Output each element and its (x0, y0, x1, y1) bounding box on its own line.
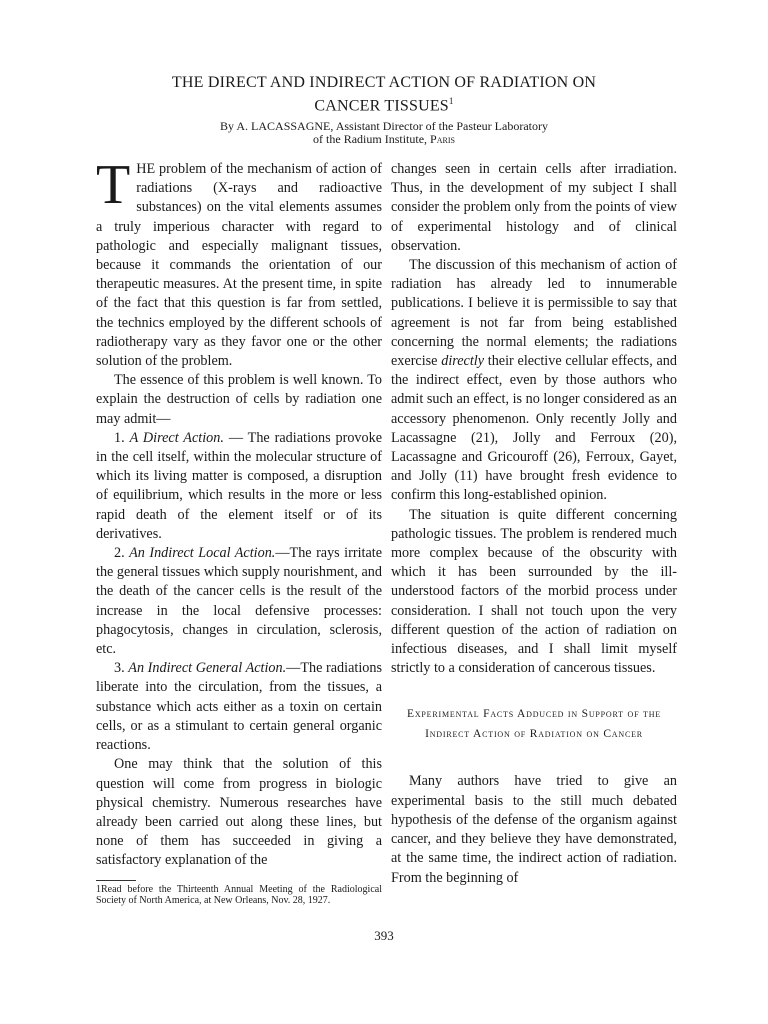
footnote: 1Read before the Thirteenth Annual Meeting of the Radiological Society of North America, at New Orleans, Nov. 28, 1927. (96, 884, 382, 906)
byline-line-1: By A. LACASSAGNE, Assistant Director of the Pasteur Laboratory (220, 119, 548, 133)
page-number: 393 (374, 928, 394, 943)
byline-city: Paris (430, 132, 455, 146)
section-heading: Experimental Facts Adduced in Support of the Indirect Action of Radiation on Cancer (407, 708, 661, 741)
list-item-direct-action: 1. A Direct Action. — The radiations provoke in the cell itself, within the molecular structure of which its living matter is composed, a disruption of equilibrium, which results in the more or less rapid death of the element itself or of its derivatives. (96, 429, 383, 542)
title-line-2: CANCER TISSUES$^1$ (314, 96, 454, 115)
list-item-indirect-general-action: 3. An Indirect General Action.—The radiations liberate into the circulation, from the tissues, a substance which acts either as a toxin on certain cells, or as a stimulant to certain general organic reactions. (96, 660, 382, 754)
paragraph: The essence of this problem is well known. To explain the destruction of cells by radiation one may admit— (96, 372, 382, 427)
right-column (391, 160, 677, 888)
author-byline (0, 120, 768, 146)
title-line-1: THE DIRECT AND INDIRECT ACTION OF RADIATION ON (171, 74, 597, 91)
drop-cap: T (96, 154, 131, 216)
item-title: An Indirect Local Action. (129, 545, 276, 562)
item-title: An Indirect General Action. (128, 660, 287, 677)
paragraph-continued: changes seen in certain cells after irradiation. Thus, in the development of my subject I shall consider the problem only from the points of view of experimental histology and of clinical observation. (391, 161, 677, 254)
paragraph: The discussion of this mechanism of action of radiation has already led to innumerable publications. I believe it is permissible to say that agreement is not far from being established concerning the normal elements; the radiations exercise directly their elective cellular effects, and the indirect effect, even by those authors who admit such an effect, is no longer considered as an accessory phenomenon. Only recently Jolly and Lacassagne (21), Jolly and Ferroux (20), Lacassagne and Gricouroff (26), Ferroux, Gayet, and Jolly (11) have brought fresh evidence to confirm this long-established opinion. (391, 257, 677, 504)
footnote-rule (96, 880, 136, 881)
left-column (96, 154, 383, 871)
byline-line-2: of the Radium Institute, Paris (313, 132, 455, 146)
article-title (0, 74, 768, 115)
paragraph: The situation is quite different concerning pathologic tissues. The problem is rendered much more complex because of the obscurity with which it has been surrounded by the ill-understood factors of the morbid process under consideration. I shall not touch upon the very different question of the action of radiation on infectious diseases, and I shall limit myself strictly to a consideration of cancerous tissues. (391, 506, 677, 677)
item-title: A Direct Action. (129, 429, 224, 446)
paragraph: Many authors have tried to give an experimental basis to the still much debated hypothesis of the defense of the organism against cancer, and they believe they have demonstrated, at the same time, the indirect action of radiation. From the beginning of (391, 773, 677, 886)
list-item-indirect-local-action: 2. An Indirect Local Action.—The rays irritate the general tissues which supply nourishment, and the death of the cancer cells is the result of the increase in the local defensive processes: phagocytosis, changes in circulation, sclerosis, etc. (96, 545, 382, 658)
footnote-mark: 1 (448, 96, 454, 106)
intro-paragraph: THE problem of the mechanism of action of radiations (X-rays and radioactive substances) on the vital elements assumes a truly imperious character with regard to pathologic and especially malignant tissues, because it commands the orientation of our therapeutic measures. At the present time, in spite of the fact that this question is far from settled, the technics employed by the different schools of radiotherapy vary as they favor one or the other solution of the problem. (96, 154, 382, 370)
paragraph: One may think that the solution of this question will come from progress in biologic physical chemistry. Numerous researches have already been carried out along these lines, but none of them has succeeded in giving a satisfactory explanation of the (96, 756, 382, 869)
